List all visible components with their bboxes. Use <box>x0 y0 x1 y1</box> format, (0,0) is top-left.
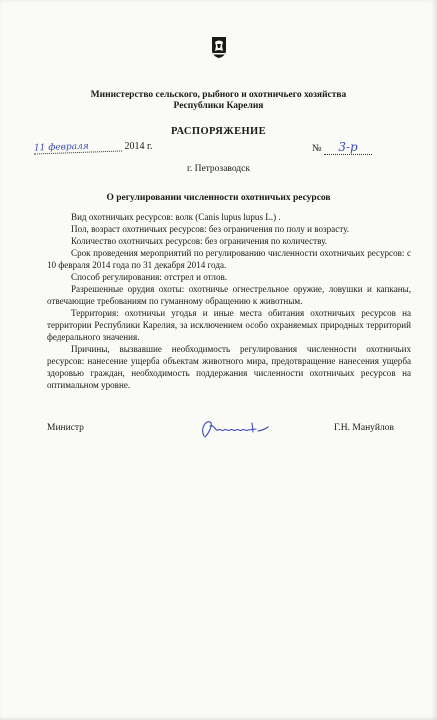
date-year: 2014 г. <box>124 141 153 152</box>
ministry-name-line1: Министерство сельского, рыбного и охотничьего хозяйства <box>90 90 347 100</box>
order-number <box>312 140 372 155</box>
paragraph-method: Способ регулирования: отстрел и отлов. <box>71 272 228 282</box>
paragraph-sex-age: Пол, возраст охотничьих ресурсов: без ограничения по полу и возрасту. <box>71 224 350 234</box>
number-sign: № <box>312 143 322 154</box>
order-subject: О регулировании численности охотничьих ресурсов <box>106 193 331 203</box>
document-type-heading: РАСПОРЯЖЕНИЕ <box>170 126 267 137</box>
ministry-name-line2: Республики Карелия <box>173 101 264 111</box>
handwritten-date: 11 февраля <box>34 140 122 154</box>
issue-city: г. Петрозаводск <box>187 164 250 174</box>
paragraph-species: Вид охотничьих ресурсов: волк (Canis lupus lupus L.) . <box>71 212 281 222</box>
coat-of-arms-icon <box>211 36 227 59</box>
paragraph-quantity: Количество охотничьих ресурсов: без ограничения по количеству. <box>71 236 328 246</box>
handwritten-signature-icon <box>196 418 274 440</box>
signatory-title: Министр <box>47 423 84 433</box>
paragraph-period: Срок проведения мероприятий по регулированию численности охотничьих ресурсов: с 10 февраля 2014 года по 31 декабря 2014 года. <box>47 248 411 270</box>
handwritten-number: 3-р <box>324 140 372 155</box>
paragraph-territory: Территория: охотничьи угодья и иные места обитания охотничьих ресурсов на территории Республики Карелия, за исключением особо охраняемых природных территорий федерального значения. <box>47 308 411 342</box>
order-date <box>34 141 152 153</box>
paragraph-reasons: Причины, вызвавшие необходимость регулирования численности охотничьих ресурсов: нанесение ущерба объектам животного мира, предотвращение нанесения ущерба здоровью граждан, необходимость поддержания численности охотничьих ресурсов на оптимальном уровне. <box>47 344 411 390</box>
order-body <box>47 207 411 391</box>
paragraph-weapons: Разрешенные орудия охоты: охотничье огнестрельное оружие, ловушки и капканы, отвечающие требованиям по гуманному обращению к животным. <box>47 284 411 306</box>
signatory-name: Г.Н. Мануйлов <box>334 423 394 433</box>
